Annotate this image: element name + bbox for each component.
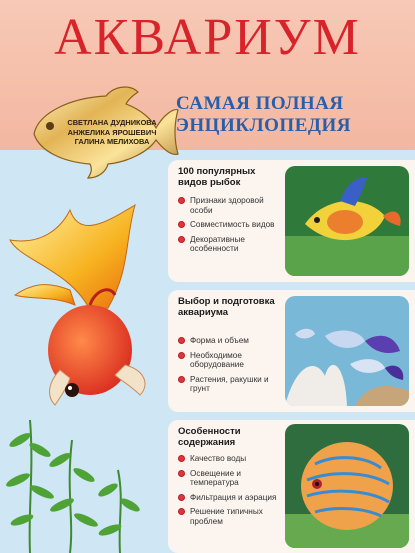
guppy-aquarium-photo	[285, 296, 409, 406]
section-panel-care	[168, 420, 415, 553]
list-item: Качество воды	[178, 454, 286, 464]
bullet-icon	[178, 221, 185, 228]
bullet-icon	[178, 337, 185, 344]
list-item: Освещение и температура	[178, 469, 286, 488]
section-heading: Особенности содержания	[178, 426, 241, 448]
list-item: Растения, ракушки и грунт	[178, 375, 286, 394]
subtitle-line-2: ЭНЦИКЛОПЕДИЯ	[176, 115, 351, 136]
list-item: Совместимость видов	[178, 220, 286, 230]
authors	[62, 118, 162, 147]
goldfish-illustration	[0, 200, 170, 415]
author-3: ГАЛИНА МЕЛИХОВА	[74, 137, 150, 146]
list-item: Необходимое оборудование	[178, 351, 286, 370]
author-1: СВЕТЛАНА ДУДНИКОВА	[67, 118, 157, 127]
list-item: Фильтрация и аэрация	[178, 493, 286, 503]
section-panel-species	[168, 160, 415, 282]
section-heading: Выбор и подготовка аквариума	[178, 296, 275, 318]
section-list	[178, 196, 286, 259]
author-2: АНЖЕЛИКА ЯРОШЕВИЧ	[67, 127, 157, 137]
section-heading: 100 популярных видов рыбок	[178, 166, 256, 188]
list-item: Декоративные особенности	[178, 235, 286, 254]
bullet-icon	[178, 197, 185, 204]
book-subtitle	[176, 93, 406, 137]
list-item: Форма и объем	[178, 336, 286, 346]
bullet-icon	[178, 508, 185, 515]
bullet-icon	[178, 236, 185, 243]
bullet-icon	[178, 455, 185, 462]
list-item: Признаки здоровой особи	[178, 196, 286, 215]
section-list	[178, 454, 286, 532]
discus-fish-photo	[285, 424, 409, 548]
bullet-icon	[178, 494, 185, 501]
section-list	[178, 336, 286, 399]
bullet-icon	[178, 376, 185, 383]
bullet-icon	[178, 470, 185, 477]
subtitle-line-1: САМАЯ ПОЛНАЯ	[176, 93, 344, 114]
book-title: АКВАРИУМ	[54, 9, 361, 66]
ram-cichlid-photo	[285, 166, 409, 276]
bullet-icon	[178, 352, 185, 359]
list-item: Решение типичных проблем	[178, 507, 286, 526]
section-panel-aquarium	[168, 290, 415, 412]
